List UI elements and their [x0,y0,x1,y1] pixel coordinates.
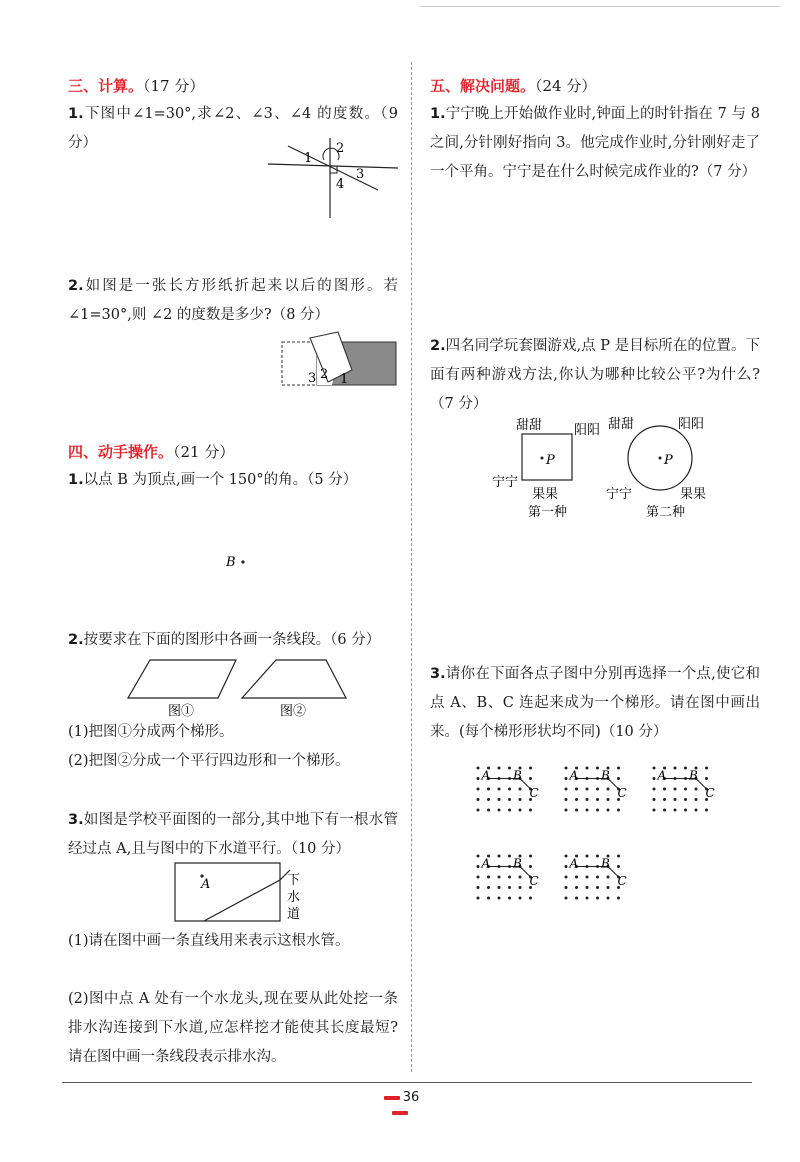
grid-dot[interactable] [565,809,568,812]
grid-dot[interactable] [653,809,656,812]
grid-dot[interactable] [519,798,522,801]
grid-dot[interactable] [653,798,656,801]
grid-dot[interactable] [519,809,522,812]
grid-dot[interactable] [477,798,480,801]
grid-dot[interactable] [508,855,511,858]
abc-polyline [665,779,707,790]
fold-label-1: 1 [340,372,349,387]
question-5-1: 1.宁宁晚上开始做作业时,钟面上的时针指在 7 与 8 之间,分针刚好指向 3。他完成作业时,分针刚好走了一个平角。宁宁是在什么时候完成作业的?（7 分） [430,106,760,180]
angle-figure [268,138,408,228]
point-label-b: B [513,768,522,783]
svg-text:P: P [546,453,555,468]
grid-dot[interactable] [663,809,666,812]
dot-grid[interactable] [565,855,627,900]
name-yangyang-1: 阳阳 [574,423,601,438]
grid-dot[interactable] [575,876,578,879]
grid-dot[interactable] [519,876,522,879]
grid-dot[interactable] [565,777,568,780]
grid-dot[interactable] [529,809,532,812]
name-yangyang-2: 阳阳 [678,417,705,432]
grid-dot[interactable] [487,809,490,812]
folded-paper-figure [280,332,400,388]
grid-dot[interactable] [508,767,511,770]
grid-dot[interactable] [607,788,610,791]
grid-dot[interactable] [586,876,589,879]
grid-dot[interactable] [596,876,599,879]
grid-dot[interactable] [617,777,620,780]
method-2-label: 第二种 [646,505,686,520]
grid-dot[interactable] [663,798,666,801]
grid-dot[interactable] [508,897,511,900]
grid-dot[interactable] [684,798,687,801]
grid-dot[interactable] [529,865,532,868]
grid-dot[interactable] [653,788,656,791]
grid-dot[interactable] [477,876,480,879]
grid-dot[interactable] [607,886,610,889]
angle-label-3: 3 [356,167,365,182]
section-4-title: 四、动手操作。（21 分） [68,443,235,461]
grid-dot[interactable] [529,897,532,900]
grid-dot[interactable] [477,788,480,791]
school-plan-figure [174,862,314,926]
grid-dot[interactable] [607,798,610,801]
grid-dot[interactable] [565,886,568,889]
question-4-3: 3.如图是学校平面图的一部分,其中地下有一根水管经过点 A,且与图中的下水道平行。（10 分） [68,812,398,857]
grid-dot[interactable] [695,798,698,801]
grid-dot[interactable] [586,886,589,889]
question-3-2: 2.如图是一张长方形纸折起来以后的图形。若∠1=30°,则 ∠2 的度数是多少?（8 分） [68,278,398,323]
question-4-1: 1.以点 B 为顶点,画一个 150°的角。（5 分） [68,472,358,488]
grid-dot[interactable] [519,897,522,900]
dot-grid[interactable] [565,767,627,812]
grid-dot[interactable] [684,809,687,812]
grid-dot[interactable] [674,767,677,770]
grid-dot[interactable] [508,876,511,879]
point-label-c: C [529,874,539,888]
grid-dot[interactable] [487,798,490,801]
grid-dot[interactable] [575,809,578,812]
abc-polyline [489,779,531,790]
grid-dot[interactable] [617,855,620,858]
grid-dot[interactable] [617,809,620,812]
page-number: 36 [372,1090,428,1120]
grid-dot[interactable] [674,798,677,801]
point-label-a: A [657,768,667,783]
grid-dot[interactable] [653,767,656,770]
grid-dot[interactable] [529,777,532,780]
point-label-c: C [705,786,715,800]
question-4-3-sub2: (2)图中点 A 处有一个水龙头,现在要从此处挖一条排水沟连接到下水道,应怎样挖才能使其长度最短?请在图中画一条线段表示排水沟。 [68,991,398,1065]
question-3-1: 1.下图中∠1=30°,求∠2、∠3、∠4 的度数。（9 分） [68,106,398,151]
grid-dot[interactable] [565,788,568,791]
point-label-a: A [481,856,491,871]
fold-label-2: 2 [320,367,329,382]
grid-dot[interactable] [498,788,501,791]
grid-dot[interactable] [487,897,490,900]
grid-dot[interactable] [596,855,599,858]
grid-dot[interactable] [508,886,511,889]
question-5-2: 2.四名同学玩套圈游戏,点 P 是目标所在的位置。下面有两种游戏方法,你认为哪种比较公平?为什么?（7 分） [430,338,760,412]
grid-dot[interactable] [695,809,698,812]
grid-dot[interactable] [477,886,480,889]
point-label-b: B [689,768,698,783]
grid-dot[interactable] [586,788,589,791]
grid-dot[interactable] [575,798,578,801]
grid-dot[interactable] [674,809,677,812]
name-guoguo-2: 果果 [680,487,707,502]
point-label-c: C [617,786,627,800]
point-a-label: A [201,877,211,892]
dot-grid[interactable] [477,767,539,812]
point-label-a: A [481,768,491,783]
game-methods-figure [490,416,730,524]
grid-dot[interactable] [565,897,568,900]
grid-dot[interactable] [477,767,480,770]
fold-label-3: 3 [308,371,317,386]
figure-2-label: 图② [280,704,307,719]
svg-text:下: 下 [287,873,301,888]
grid-dot[interactable] [663,788,666,791]
svg-text:B: B [226,555,236,570]
grid-dot[interactable] [596,897,599,900]
name-ningning-2: 宁宁 [606,487,633,502]
angle-label-4: 4 [336,177,345,192]
name-ningning-1: 宁宁 [492,475,519,490]
angle-label-1: 1 [304,151,313,166]
footer-rule [62,1082,752,1083]
question-4-3-sub1: (1)请在图中画一条直线用来表示这根水管。 [68,933,350,949]
grid-dot[interactable] [477,777,480,780]
abc-polyline [489,867,531,878]
point-label-b: B [601,856,610,871]
grid-dot[interactable] [498,886,501,889]
grid-dot[interactable] [565,767,568,770]
grid-dot[interactable] [586,897,589,900]
section-3-title: 三、计算。（17 分） [68,77,205,95]
grid-dot[interactable] [653,777,656,780]
point-label-a: A [569,856,579,871]
grid-dot[interactable] [508,809,511,812]
grid-dot[interactable] [575,897,578,900]
grid-dot[interactable] [684,767,687,770]
grid-dot[interactable] [575,788,578,791]
grid-dot[interactable] [508,798,511,801]
method-1-label: 第一种 [528,505,568,520]
grid-dot[interactable] [596,886,599,889]
grid-dot[interactable] [705,767,708,770]
grid-dot[interactable] [487,788,490,791]
question-4-2-sub1: (1)把图①分成两个梯形。 [68,724,234,740]
column-divider [411,62,412,1072]
question-4-2-sub2: (2)把图②分成一个平行四边形和一个梯形。 [68,753,350,769]
point-label-c: C [529,786,539,800]
grid-dot[interactable] [498,809,501,812]
grid-dot[interactable] [617,897,620,900]
grid-dot[interactable] [565,855,568,858]
grid-dot[interactable] [586,767,589,770]
grid-dot[interactable] [617,767,620,770]
grid-dot[interactable] [487,876,490,879]
grid-dot[interactable] [674,788,677,791]
grid-dot[interactable] [607,876,610,879]
grid-dot[interactable] [498,767,501,770]
angle-label-2: 2 [336,141,345,156]
grid-dot[interactable] [596,798,599,801]
grid-dot[interactable] [565,798,568,801]
grid-dot[interactable] [586,855,589,858]
grid-dot[interactable] [586,798,589,801]
grid-dot[interactable] [498,876,501,879]
shapes-figure [126,658,376,718]
grid-dot[interactable] [529,855,532,858]
top-rule [420,6,780,7]
grid-dot[interactable] [596,788,599,791]
svg-text:道: 道 [287,907,301,922]
grid-dot[interactable] [684,788,687,791]
name-tiantian-2: 甜甜 [608,417,635,432]
grid-dot[interactable] [519,886,522,889]
grid-dot[interactable] [477,855,480,858]
figure-1-label: 图① [168,704,195,719]
grid-dot[interactable] [617,865,620,868]
grid-dot[interactable] [487,886,490,889]
point-label-a: A [569,768,579,783]
grid-dot[interactable] [565,876,568,879]
grid-dot[interactable] [477,809,480,812]
point-b [226,552,266,572]
section-5-title: 五、解决问题。（24 分） [430,77,597,95]
grid-dot[interactable] [477,865,480,868]
grid-dot[interactable] [705,777,708,780]
abc-polyline [577,779,619,790]
question-4-2: 2.按要求在下面的图形中各画一条线段。（6 分） [68,632,381,648]
grid-dot[interactable] [477,897,480,900]
grid-dot[interactable] [607,897,610,900]
name-tiantian-1: 甜甜 [516,418,543,433]
point-label-c: C [617,874,627,888]
grid-dot[interactable] [529,767,532,770]
grid-dot[interactable] [519,788,522,791]
point-label-b: B [601,768,610,783]
svg-text:水: 水 [287,890,301,905]
grid-dot[interactable] [695,788,698,791]
grid-dot[interactable] [705,809,708,812]
grid-dot[interactable] [498,897,501,900]
abc-polyline [577,867,619,878]
grid-dot[interactable] [596,809,599,812]
grid-dot[interactable] [607,809,610,812]
svg-text:P: P [664,453,673,468]
dot-grid[interactable] [477,855,539,900]
grid-dot[interactable] [498,798,501,801]
point-label-b: B [513,856,522,871]
grid-dot[interactable] [565,865,568,868]
grid-dot[interactable] [508,788,511,791]
grid-dot[interactable] [575,886,578,889]
name-guoguo-1: 果果 [532,487,559,502]
dot-grid[interactable] [653,767,715,812]
question-5-3: 3.请你在下面各点子图中分别再选择一个点,使它和点 A、B、C 连起来成为一个梯形。请在图中画出来。(每个梯形形状均不同)（10 分） [430,666,760,740]
grid-dot[interactable] [596,767,599,770]
dot-grids [474,764,734,964]
grid-dot[interactable] [498,855,501,858]
grid-dot[interactable] [586,809,589,812]
